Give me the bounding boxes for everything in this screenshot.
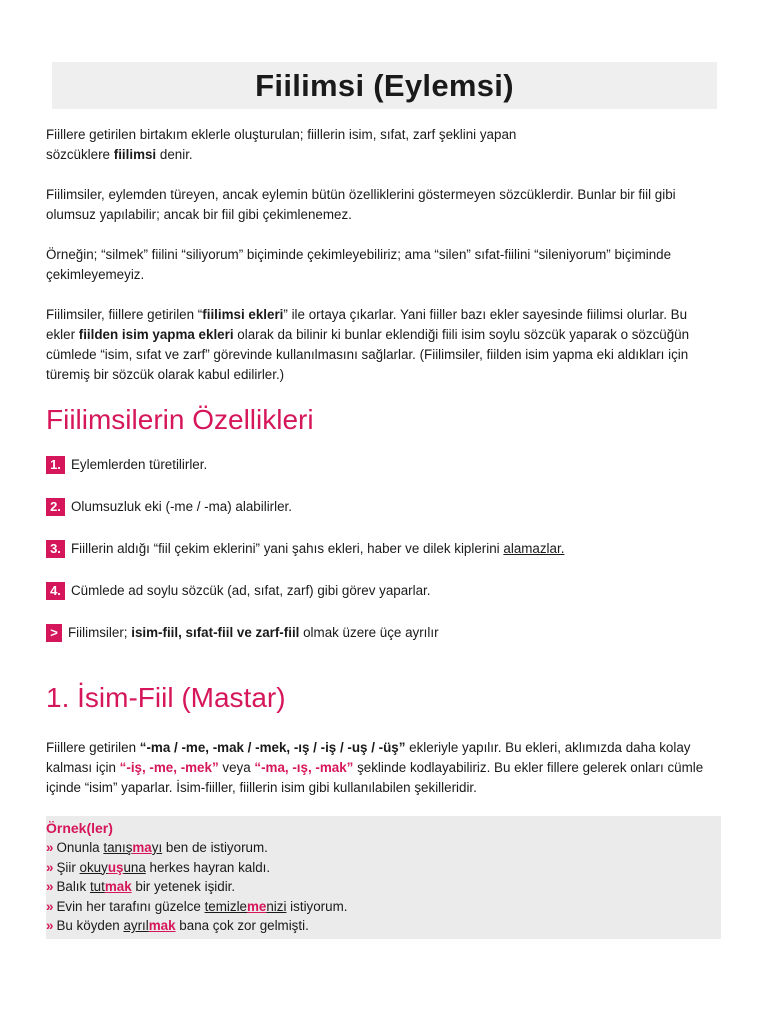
bold-text: isim-fiil, sıfat-fiil ve zarf-fiil	[131, 625, 300, 640]
text: olarak da bilinir ki bunlar eklendiği fiili isim soylu sözcük yaparak o sözcüğün cümlede “isim, sıfat ve zarf” görevinde kullanılmasını sağlarlar. (Fiilimsiler, fiilden isim yapma eki aldıkları için türemiş bir sözcük olarak kabul edilirler.)	[46, 327, 690, 382]
page-title: Fiilimsi (Eylemsi)	[255, 67, 514, 103]
feature-item	[46, 539, 718, 559]
verb-ending: una	[123, 859, 146, 875]
text: denir.	[156, 147, 193, 162]
suffix-highlight: uş	[107, 859, 124, 875]
text: olmak üzere üçe ayrılır	[299, 625, 439, 640]
verb-root: tanış	[103, 840, 133, 855]
verb-root: temizle	[204, 898, 247, 914]
term-fiilimsi: fiilimsi	[113, 147, 157, 162]
text: istiyorum.	[286, 898, 348, 914]
bullet-icon: »	[46, 840, 54, 855]
text: Fiillere getirilen birtakım eklerle oluşturulan; fiillerin isim, sıfat, zarf şeklini yapan	[46, 127, 517, 142]
examples-box	[46, 816, 721, 939]
example-line	[46, 877, 721, 897]
feature-text	[68, 623, 439, 643]
verb-ending: yı	[151, 840, 163, 855]
term-fiilden-isim-yapma: fiilden isim yapma ekleri	[78, 327, 234, 342]
feature-number-badge: 1.	[46, 456, 65, 474]
intro-paragraph-2: Fiilimsiler, eylemden türeyen, ancak eylemin bütün özelliklerini göstermeyen sözcüklerdir. Bunlar bir fiil gibi olumsuz yapılabilir; ancak bir fiil gibi çekimlenemez.	[46, 187, 676, 222]
suffix-list: “-ma / -me, -mak / -mek, -ış / -iş / -uş / -üş”	[139, 740, 406, 755]
text: Fiillerin aldığı “fiil çekim eklerini” yani şahıs ekleri, haber ve dilek kiplerini	[71, 541, 504, 556]
text: ben de istiyorum.	[162, 840, 268, 855]
verb-root: tut	[89, 879, 105, 894]
suffix-highlight: mak	[104, 879, 132, 894]
text: Onunla	[56, 840, 104, 855]
text: Evin her tarafını güzelce	[56, 898, 205, 914]
isim-fiil-heading: 1. İsim-Fiil (Mastar)	[46, 682, 286, 713]
feature-text: Eylemlerden türetilirler.	[71, 457, 208, 472]
title-banner	[52, 62, 717, 109]
text: sözcüklere	[46, 147, 114, 162]
features-heading: Fiilimsilerin Özellikleri	[46, 404, 314, 435]
example-line	[46, 838, 721, 858]
feature-text: Cümlede ad soylu sözcük (ad, sıfat, zarf) gibi görev yaparlar.	[71, 583, 431, 598]
arrow-badge-icon: >	[46, 624, 62, 642]
intro-paragraph-3: Örneğin; “silmek” fiilini “siliyorum” biçiminde çekimleyebiliriz; ama “silen” sıfat-fiilini “sileniyorum” biçiminde çekimleyemeyiz.	[46, 247, 672, 282]
text: Fiilimsiler, fiillere getirilen “	[46, 307, 203, 322]
intro-paragraph-4	[46, 305, 718, 385]
feature-number-badge: 2.	[46, 498, 65, 516]
text: ” ile ortaya çıkarlar. Yani fiiller bazı ekler sayesinde fiilimsi olurlar. Bu ekler	[46, 307, 688, 342]
example-line	[46, 897, 721, 917]
document-page	[46, 62, 718, 939]
text: Fiillere getirilen	[46, 740, 140, 755]
feature-note	[46, 623, 718, 643]
feature-item	[46, 455, 718, 475]
verb-ending: nizi	[266, 898, 287, 914]
verb-root: okuy	[79, 859, 108, 875]
feature-number-badge: 3.	[46, 540, 65, 558]
bullet-icon: »	[46, 879, 54, 894]
feature-item	[46, 581, 718, 601]
text: ekleriyle yapılır. Bu ekleri, aklımızda daha kolay kalması için	[46, 740, 691, 775]
bullet-icon: »	[46, 898, 54, 914]
bullet-icon: »	[46, 918, 54, 933]
text: veya	[218, 760, 255, 775]
suffix-highlight: me	[247, 898, 267, 914]
mnemonic-1: “-iş, -me, -mek”	[119, 760, 219, 775]
text: şeklinde kodlayabiliriz. Bu ekler fillere gelerek onları cümle içinde “isim” yaparlar. İsim-fiiller, fiillerin isim gibi kullanılabilen şekilleridir.	[46, 760, 704, 795]
isim-fiil-paragraph	[46, 738, 718, 798]
underlined-text: alamazlar.	[503, 541, 565, 556]
text: herkes hayran kaldı.	[145, 859, 271, 875]
example-line	[46, 916, 721, 936]
text: bana çok zor gelmişti.	[175, 918, 309, 933]
examples-title: Örnek(ler)	[46, 820, 113, 836]
suffix-highlight: mak	[148, 918, 176, 933]
text: Şiir	[56, 859, 80, 875]
feature-number-badge: 4.	[46, 582, 65, 600]
suffix-highlight: ma	[132, 840, 152, 855]
mnemonic-2: “-ma, -ış, -mak”	[254, 760, 354, 775]
features-list	[46, 455, 718, 643]
example-line	[46, 858, 721, 878]
text: Bu köyden	[56, 918, 124, 933]
verb-root: ayrıl	[123, 918, 149, 933]
feature-text	[71, 539, 564, 559]
text: bir yetenek işidir.	[131, 879, 236, 894]
text: Fiilimsiler;	[68, 625, 132, 640]
term-fiilimsi-ekleri: fiilimsi ekleri	[202, 307, 284, 322]
feature-item	[46, 497, 718, 517]
text: Balık	[56, 879, 90, 894]
feature-text: Olumsuzluk eki (-me / -ma) alabilirler.	[71, 499, 292, 514]
intro-paragraph-1	[46, 125, 718, 165]
bullet-icon: »	[46, 859, 54, 875]
